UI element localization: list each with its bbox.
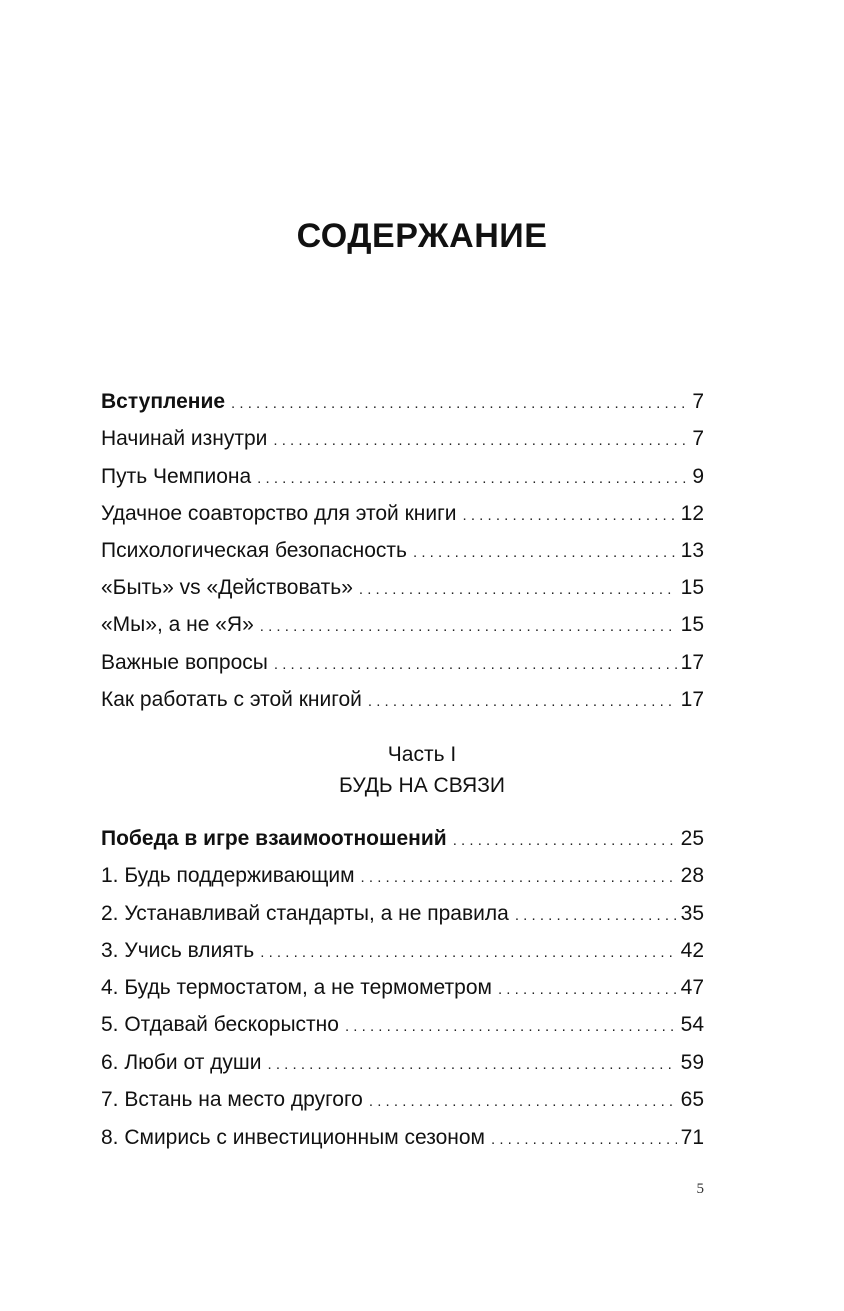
toc-entry-label: 2. Устанавливай стандарты, а не правила (101, 902, 509, 925)
toc-entry (101, 495, 704, 532)
part-title: БУДЬ НА СВЯЗИ (339, 774, 505, 797)
toc-entry (101, 681, 704, 718)
dot-leader (361, 859, 677, 896)
dot-leader (369, 1083, 677, 1120)
toc-entry (101, 820, 704, 857)
toc-entry (101, 383, 704, 420)
toc-entry (101, 895, 704, 932)
toc-entry (101, 569, 704, 606)
toc-entry (101, 1119, 704, 1156)
toc-entry-label: 6. Люби от души (101, 1051, 262, 1074)
toc-entry-label: 7. Встань на место другого (101, 1088, 363, 1111)
toc-entry (101, 644, 704, 681)
toc-entry (101, 1081, 704, 1118)
toc-entry-label: Психологическая безопасность (101, 539, 407, 562)
dot-leader (345, 1008, 677, 1045)
dot-leader (359, 571, 677, 608)
toc-entry-label: Как работать с этой книгой (101, 688, 362, 711)
toc-entry (101, 532, 704, 569)
toc-entry-page: 47 (680, 976, 704, 999)
page-title: СОДЕРЖАНИЕ (296, 217, 548, 255)
toc-entry-page: 7 (692, 390, 704, 413)
dot-leader (260, 608, 677, 645)
toc-entry-page: 35 (680, 902, 704, 925)
dot-leader (260, 934, 676, 971)
toc-entry-page: 59 (680, 1051, 704, 1074)
dot-leader (267, 1046, 676, 1083)
toc-entry-page: 15 (680, 576, 704, 599)
toc-entry-label: 1. Будь поддерживающим (101, 864, 355, 887)
toc-entry-page: 28 (680, 864, 704, 887)
dot-leader (491, 1121, 677, 1158)
toc-entry-label: Начинай изнутри (101, 427, 268, 450)
toc-entry (101, 420, 704, 457)
page-number: 5 (696, 1181, 704, 1197)
toc-entry-label: 4. Будь термостатом, а не термометром (101, 976, 492, 999)
dot-leader (453, 822, 677, 859)
dot-leader (274, 646, 677, 683)
toc-entry-label: 3. Учись влиять (101, 939, 255, 962)
toc-entry-page: 13 (680, 539, 704, 562)
toc-entry-page: 25 (680, 827, 704, 850)
toc-entry-label: 8. Смирись с инвестиционным сезоном (101, 1126, 485, 1149)
dot-leader (515, 897, 677, 934)
toc-entry-page: 71 (680, 1126, 704, 1149)
toc-entry (101, 932, 704, 969)
toc-entry (101, 606, 704, 643)
dot-leader (231, 385, 686, 422)
toc-entry (101, 969, 704, 1006)
toc-entry (101, 1044, 704, 1081)
dot-leader (462, 497, 676, 534)
toc-entry-page: 42 (680, 939, 704, 962)
dot-leader (498, 971, 677, 1008)
toc-entry-label: Важные вопросы (101, 651, 268, 674)
dot-leader (273, 422, 686, 459)
toc-entry-label: Удачное соавторство для этой книги (101, 502, 457, 525)
toc-entry-label: Победа в игре взаимоотношений (101, 827, 447, 850)
toc-entry-page: 7 (692, 427, 704, 450)
toc-entry (101, 857, 704, 894)
toc-entry-label: «Быть» vs «Действовать» (101, 576, 353, 599)
toc-entry-page: 15 (680, 613, 704, 636)
toc-entry-page: 17 (680, 651, 704, 674)
dot-leader (368, 683, 677, 720)
dot-leader (413, 534, 677, 571)
toc-entry-label: Путь Чемпиона (101, 465, 252, 488)
part-number: Часть I (387, 743, 457, 766)
toc-entry-label: «Мы», а не «Я» (101, 613, 254, 636)
toc-entry-label: Вступление (101, 390, 226, 413)
toc-entry-label: 5. Отдавай бескорыстно (101, 1013, 339, 1036)
toc-entry (101, 458, 704, 495)
dot-leader (257, 460, 686, 497)
toc-entry-page: 17 (680, 688, 704, 711)
toc-entry-page: 54 (680, 1013, 704, 1036)
toc-entry-page: 65 (680, 1088, 704, 1111)
toc-entry-page: 12 (680, 502, 704, 525)
toc-entry-page: 9 (692, 465, 704, 488)
toc-entry (101, 1006, 704, 1043)
